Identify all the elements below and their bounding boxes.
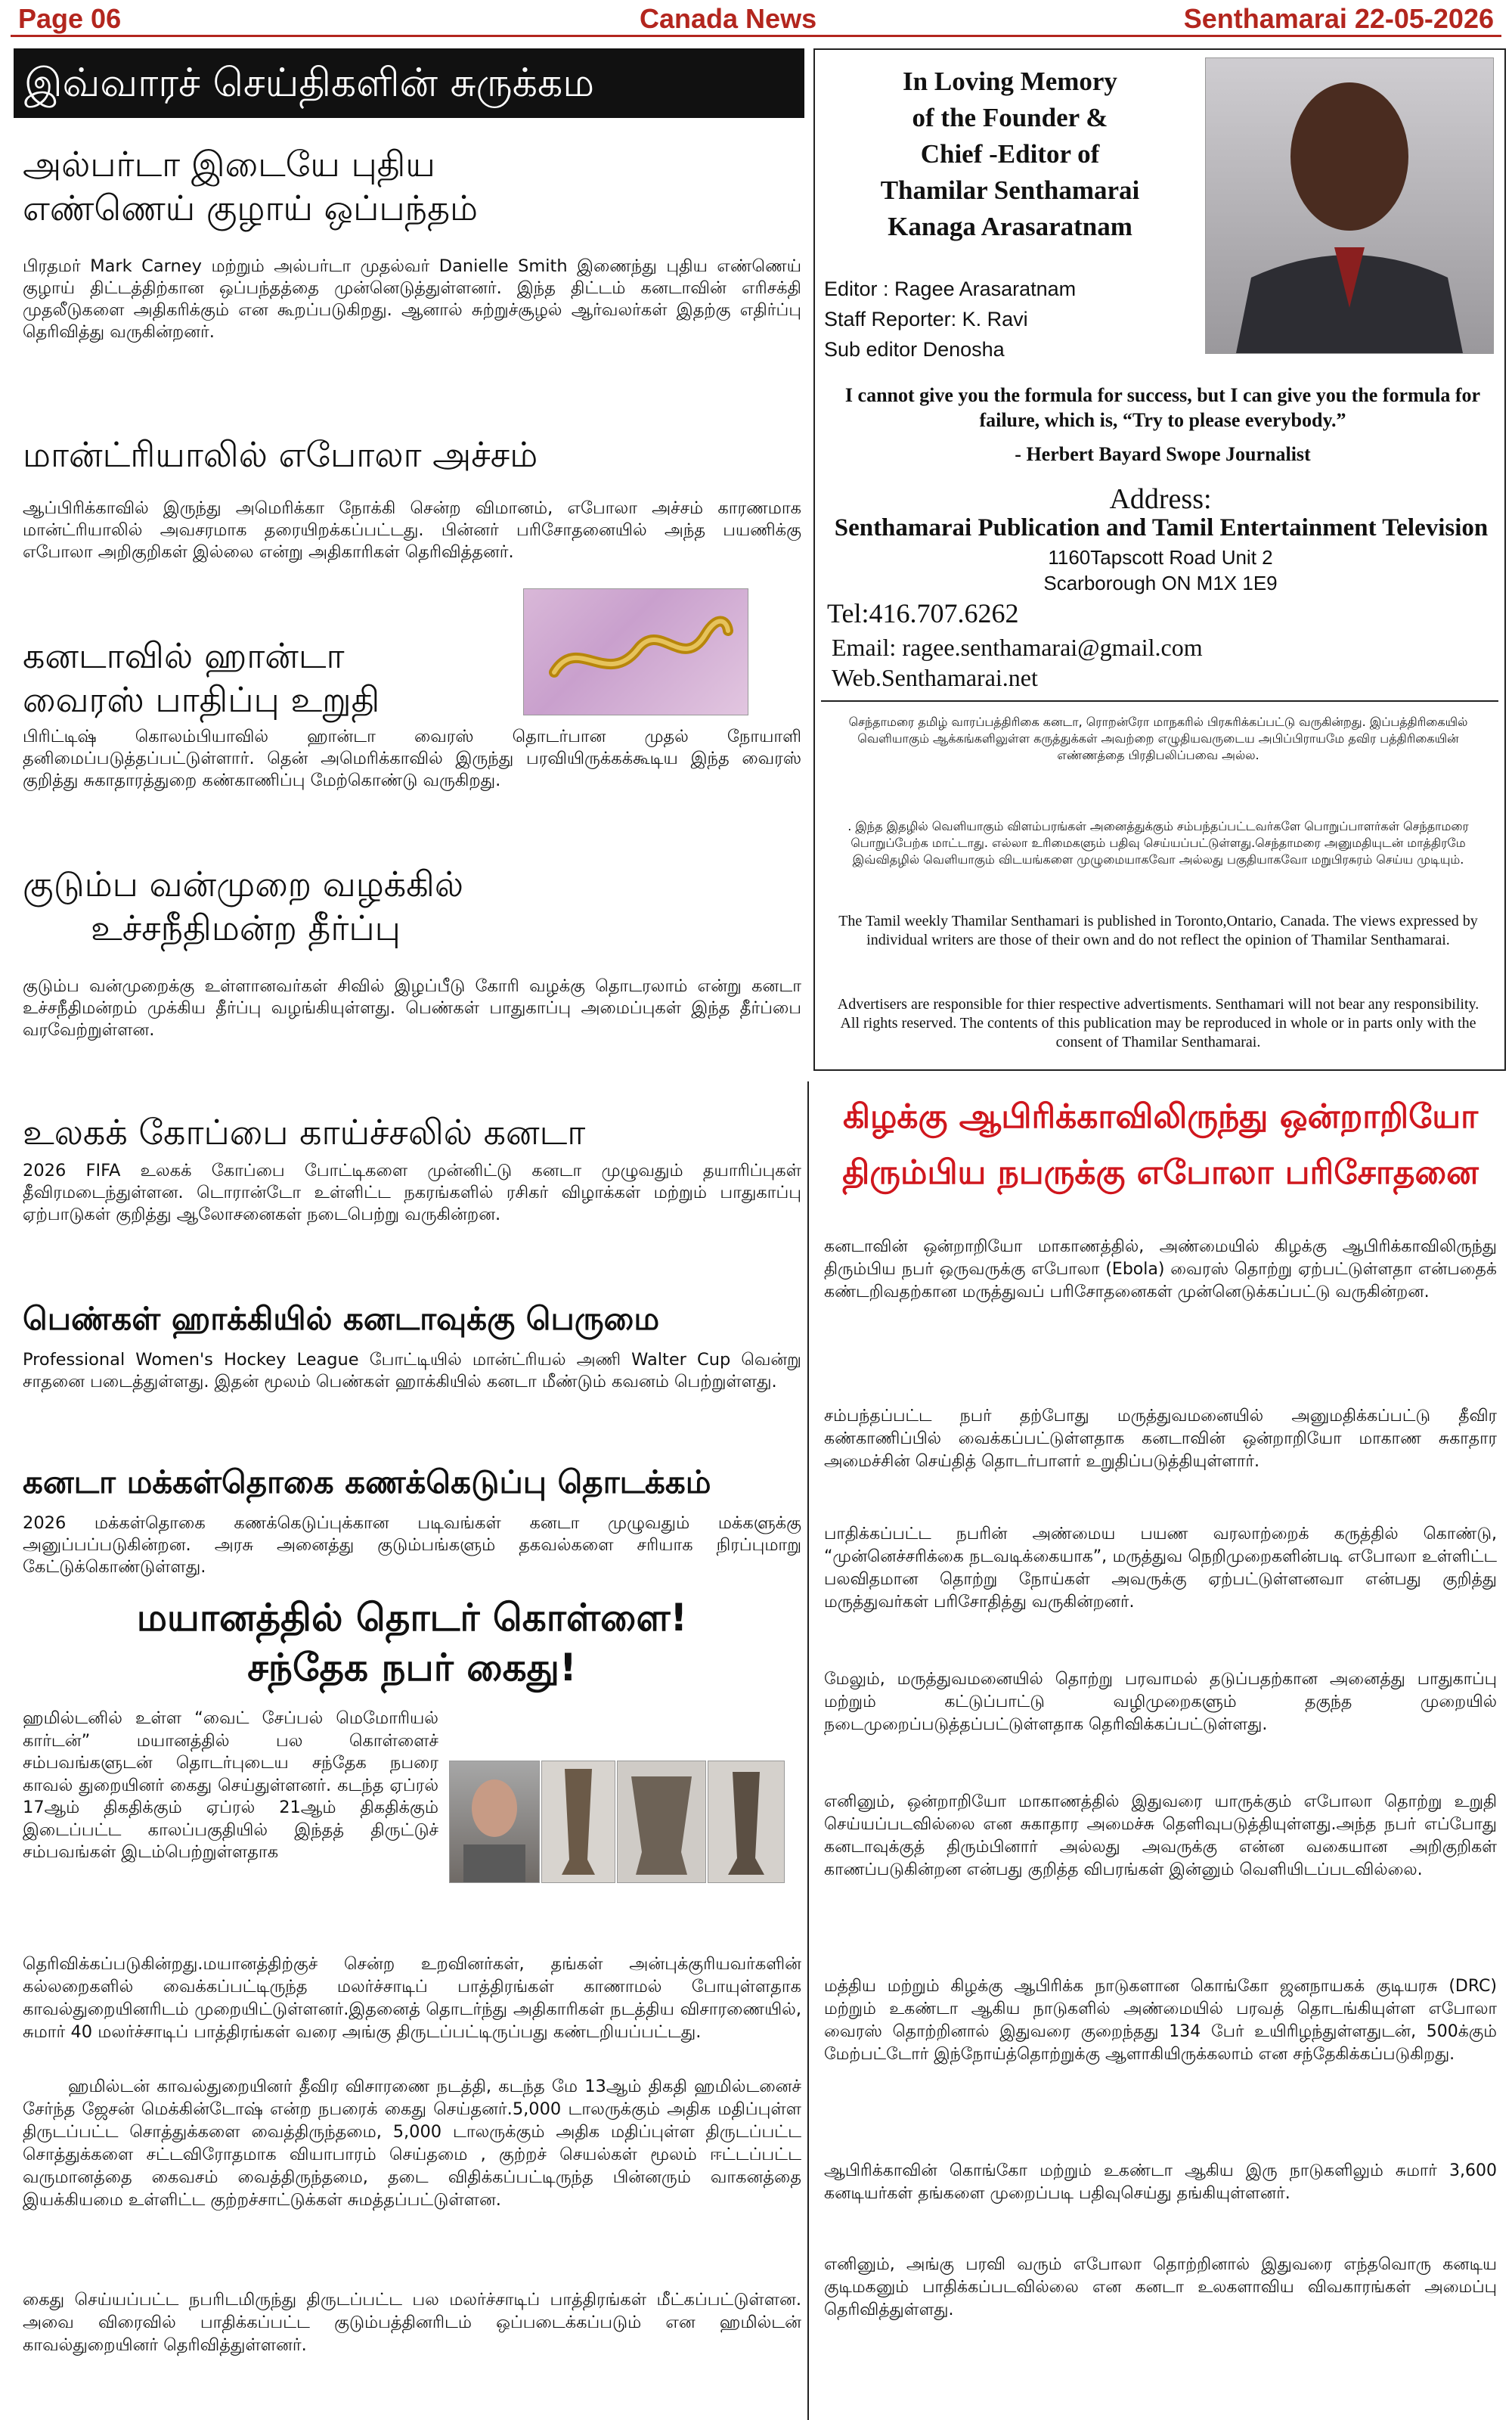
article-title: அல்பர்டா இடையே புதிய [23, 144, 435, 185]
staff-list [824, 274, 1202, 365]
ebola-para-4: மேலும், மருத்துவமனையில் தொற்று பரவாமல் தடுப்பதற்கான அனைத்து பாதுகாப்பு மற்றும் கட்டுப்பாட்டு வழிமுறைகளும் தகுந்த முறையில் நடைமுறைப்படுத்தப்பட்டுள்ளதாக தெரிவிக்கப்பட்டுள்ளது. [824, 1670, 1497, 1734]
article-title: மயானத்தில் தொடர் கொள்ளை! [136, 1596, 688, 1640]
ebola-para-2: சம்பந்தப்பட்ட நபர் தற்போது மருத்துவமனையில் அனுமதிக்கப்பட்டு தீவிர கண்காணிப்பில் வைக்கப்பட்டுள்ளதாக கனடாவின் ஒன்றாறியோ மாகாண சுகாதார அமைச்சின் செய்தித் தொடர்பாளர் உறுதிப்படுத்தியுள்ளார். [824, 1407, 1497, 1471]
ebola-para-1: கனடாவின் ஒன்றாறியோ மாகாணத்தில், அண்மையில் கிழக்கு ஆபிரிக்காவிலிருந்து திரும்பிய நபர் ஒருவருக்கு எபோலா (Ebola) வைரஸ் தொற்று ஏற்பட்டுள்ளதா என்பதைக் கண்டறிவதற்கான மருத்துவப் பரிசோதனைகள் முன்னெடுக்கப்பட்டு வருகின்றன. [824, 1237, 1497, 1302]
memory-line: Thamilar Senthamarai [880, 175, 1140, 205]
vase-icon [542, 1761, 615, 1882]
article-title: கனடாவில் ஹான்டா [23, 635, 345, 676]
person-icon [450, 1761, 539, 1882]
ebola-ontario-title [816, 1089, 1504, 1201]
ebola-para-3: பாதிக்கப்பட்ட நபரின் அண்மைய பயண வரலாற்றைக் கருத்தில் கொண்டு, “முன்னெச்சரிக்கை நடவடிக்கையாக”, மருத்துவ நெறிமுறைகளின்படி எபோலா உள்ளிட்ட பலவிதமான தொற்று நோய்கள் அவருக்கு ஏற்பட்டுள்ளனவா என்பது குறித்து மருத்துவர்கள் பரிசோதித்து வருகின்றனர். [824, 1525, 1497, 1612]
article-body: ஹமில்டன் காவல்துறையினர் தீவிர விசாரணை நடத்தி, கடந்த மே 13ஆம் திகதி ஹமில்டனைச் சேர்ந்த ஜேசன் மெக்கின்டோஷ் என்ற நபரைக் கைது செய்தனர்.5,000 டாலருக்கும் அதிக மதிப்புள்ள திருடப்பட்ட சொத்துக்களை வைத்திருந்தமை, 5,000 டாலருக்கும் அதிக மதிப்புள்ள திருடப்பட்ட சொத்துக்களை சட்டவிரோதமாக வியாபாரம் செய்தமை , குற்றச் செயல்கள் மூலம் ஈட்டப்பட்ட வருமானத்தை கைவசம் வைத்திருந்தமை, தடை விதிக்கப்பட்டிருந்த பின்னரும் வாகனத்தை இயக்கியமை உள்ளிட்ட குற்றச்சாட்டுக்கள் சுமத்தப்பட்டுள்ளன. [23, 2077, 801, 2210]
article-title: வைரஸ் பாதிப்பு உறுதி [23, 679, 380, 720]
vase-photo-2 [617, 1761, 706, 1883]
email: Email: ragee.senthamarai@gmail.com [832, 634, 1203, 661]
article-hanta [23, 634, 507, 721]
memory-text [821, 64, 1199, 245]
editor-name: Editor : Ragee Arasaratnam [824, 278, 1077, 300]
article-body: பிரதமர் Mark Carney மற்றும் அல்பர்டா முதல்வர் Danielle Smith இணைந்து புதிய எண்ணெய் குழாய் திட்டத்திற்கான ஒப்பந்தத்தை முன்னெடுத்துள்ளனர். இந்த திட்டம் கனடாவின் எரிசக்தி முதலீடுகளை அதிகரிக்கும் என கூறப்படுகிறது. ஆனால் சுற்றுச்சூழல் ஆர்வலர்கள் இதற்கு எதிர்ப்பு தெரிவித்து வருகின்றனர். [23, 256, 801, 342]
article-alberta [23, 142, 801, 230]
article-body: ஆப்பிரிக்காவில் இருந்து அமெரிக்கா நோக்கி சென்ற விமானம், எபோலா அச்சம் காரணமாக மான்ட்ரியாலில் அவசரமாக தரையிறக்கப்பட்டது. பின்னர் பரிசோதனையில் அந்த பயணிக்கு எபோலா அறிகுறிகள் இல்லை என்று அதிகாரிகள் தெரிவித்தனர். [23, 498, 801, 562]
infobox-rule [821, 700, 1498, 702]
article-title: மான்ட்ரியாலில் எபோலா அச்சம் [23, 434, 538, 475]
article-domestic [23, 862, 801, 950]
article-body: கைது செய்யப்பட்ட நபரிடமிருந்து திருடப்பட்ட பல மலர்ச்சாடிப் பாத்திரங்கள் மீட்கப்பட்டுள்ளன. அவை விரைவில் பாதிக்கப்பட்ட குடும்பத்தினரிடம் ஒப்படைக்கப்படும் என ஹமில்டன் காவல்துறையினர் தெரிவித்துள்ளனர். [23, 2290, 801, 2355]
street-address: 1160Tapscott Road Unit 2 [1048, 546, 1273, 569]
article-body: தெரிவிக்கப்படுகின்றது.மயானத்திற்குச் சென்ற உறவினர்கள், தங்கள் அன்புக்குரியவர்களின் கல்லறைகளில் வைக்கப்பட்டிருந்த மலர்ச்சாடிப் பாத்திரங்கள் காணாமல் போயுள்ளதாக காவல்துறையினரிடம் முறையிட்டுள்ளனர்.இதனைத் தொடர்ந்து அதிகாரிகள் நடத்திய விசாரணையில், சுமார் 40 மலர்ச்சாடிப் பாத்திரங்கள் வரை அங்கு திருடப்பட்டிருப்பது கண்டறியப்பட்டது. [23, 1954, 801, 2042]
article-body: 2026 FIFA உலகக் கோப்பை போட்டிகளை முன்னிட்டு கனடா முழுவதும் தயாரிப்புகள் தீவிரமடைந்துள்ளன. டொரான்டோ உள்ளிட்ட நகரங்களில் ரசிகர் விழாக்கள் மற்றும் பாதுகாப்பு ஏற்பாடுகள் குறித்து ஆலோசனைகள் நடைபெற்று வருகின்றன. [23, 1161, 801, 1224]
article-title: உச்சநீதிமன்ற தீர்ப்பு [91, 908, 401, 948]
page-number: Page 06 [18, 3, 122, 34]
memory-line: In Loving Memory [903, 67, 1117, 96]
quote-author: - Herbert Bayard Swope Journalist [1015, 443, 1311, 465]
virus-icon [524, 589, 748, 715]
article-cemetery-title [23, 1593, 801, 1692]
english-disclaimer-1: The Tamil weekly Thamilar Senthamari is published in Toronto,Ontario, Canada. The views expressed by individual writers are those of their own and do not reflect the opinion of Thamilar Senthamarai. [838, 913, 1478, 948]
article-body: பிரிட்டிஷ் கொலம்பியாவில் ஹான்டா வைரஸ் தொடர்பான முதல் நோயாளி தனிமைப்படுத்தப்பட்டுள்ளார். தென் அமெரிக்காவில் இருந்து பரவியிருக்கக்கூடிய இந்த வைரஸ் குறித்து சுகாதாரத்துறை கண்காணிப்பு மேற்கொண்டு வருகிறது. [23, 727, 801, 790]
section-title: Canada News [640, 3, 817, 34]
ebola-para-6: மத்திய மற்றும் கிழக்கு ஆபிரிக்க நாடுகளான கொங்கோ ஜனநாயகக் குடியரசு (DRC) மற்றும் உகண்டா ஆகிய நாடுகளில் அண்மையில் பரவத் தொடங்கியுள்ள எபோலா வைரஸ் தொற்றினால் இதுவரை குறைந்தது 134 பேர் உயிரிழந்துள்ளதுடன், 500க்கும் மேற்பட்டோர் இந்நோய்த்தொற்றுக்கு ஆளாகியிருக்கலாம் என சந்தேகிக்கப்படுகிறது. [824, 1977, 1497, 2064]
article-body: 2026 மக்கள்தொகை கணக்கெடுப்புக்கான படிவங்கள் கனடா முழுவதும் மக்களுக்கு அனுப்பப்படுகின்றன. அரசு அனைத்து குடும்பங்களும் தகவல்களை சரியாக நிரப்புமாறு கேட்டுக்கொண்டுள்ளது. [23, 1513, 801, 1577]
vase-icon [618, 1761, 705, 1882]
tamil-disclaimer-1: செந்தாமரை தமிழ் வாரப்பத்திரிகை கனடா, ரொறன்ரோ மாநகரில் பிரசுரிக்கப்பட்டு வருகின்றது. இப்பத்திரிகையில் வெளியாகும் ஆக்கங்களிலுள்ள கருத்துக்கள் அவற்றை எழுதியவருடைய அபிப்பிராயமே தவிர பத்திரிகையின் எண்ணத்தை பிரதிபலிப்பவை அல்ல. [848, 715, 1468, 762]
article-title: குடும்ப வன்முறை வழக்கில் [23, 864, 464, 904]
summary-banner: இவ்வாரச் செய்திகளின் சுருக்கம [14, 48, 804, 118]
article-title: கனடா மக்கள்தொகை கணக்கெடுப்பு தொடக்கம் [23, 1463, 711, 1500]
founder-photo [1205, 57, 1494, 354]
ebola-para-8: எனினும், அங்கு பரவி வரும் எபோலா தொற்றினால் இதுவரை எந்தவொரு கனடிய குடிமகனும் பாதிக்கப்படவில்லை என கனடா உலகளாவிய விவகாரங்கள் அமைப்பு தெரிவித்துள்ளது. [824, 2255, 1497, 2319]
phone: Tel:416.707.6262 [827, 598, 1019, 628]
article-title: எண்ணெய் குழாய் ஒப்பந்தம் [23, 188, 479, 228]
person-icon [1206, 58, 1493, 353]
virus-image [523, 588, 748, 715]
ebola-para-5: எனினும், ஒன்றாறியோ மாகாணத்தில் இதுவரை யாருக்கும் எபோலா தொற்று உறுதி செய்யப்படவில்லை என சுகாதார அமைச்சு தெளிவுபடுத்தியுள்ளது.அந்த நபர் எப்போது கனடாவுக்குத் திரும்பினார் அல்லது அவருக்கு என்ன வகையான அறிகுறிகள் காணப்படுகின்றன என்பது குறித்த விபரங்கள் இன்னும் வெளியிடப்படவில்லை. [824, 1792, 1497, 1879]
vase-photo-3 [708, 1761, 785, 1883]
memory-line: Chief -Editor of [920, 139, 1100, 169]
article-body: ஹமில்டனில் உள்ள “வைட் சேப்பல் மெமோரியல் கார்டன்” மயானத்தில் பல கொள்ளைச் சம்பவங்களுடன் தொடர்புடைய சந்தேக நபரை காவல் துறையினர் கைது செய்துள்ளனர். கடந்த ஏப்ரல் 17ஆம் திகதிக்கும் ஏப்ரல் 21ஆம் திகதிக்கும் இடைப்பட்ட காலப்பகுதியில் இந்தத் திருட்டுச் சம்பவங்கள் இடம்பெற்றுள்ளதாக [23, 1708, 438, 1862]
column-divider [807, 1081, 809, 2420]
english-disclaimer-2: Advertisers are responsible for thier respective advertisments. Senthamari will not bear any responsibility. All rights reserved. The contents of this publication may be reproduced in whole or in parts only with the consent of Thamilar Senthamarai. [837, 996, 1479, 1050]
memory-line: Kanaga Arasaratnam [888, 212, 1132, 241]
quote-text: I cannot give you the formula for success, but I can give you the formula for failure, which is, “Try to please everybody.” [844, 384, 1481, 431]
city-address: Scarborough ON M1X 1E9 [1043, 572, 1278, 594]
article-title: கிழக்கு ஆபிரிக்காவிலிருந்து ஒன்றாறியோ [842, 1097, 1479, 1136]
org-name: Senthamarai Publication and Tamil Entertainment Television [834, 514, 1489, 541]
vase-icon [708, 1761, 784, 1882]
address-label: Address: [1109, 483, 1212, 515]
article-title: உலகக் கோப்பை காய்ச்சலில் கனடா [23, 1112, 586, 1153]
vase-photo-1 [541, 1761, 615, 1883]
website: Web.Senthamarai.net [832, 664, 1038, 691]
ebola-para-7: ஆபிரிக்காவின் கொங்கோ மற்றும் உகண்டா ஆகிய இரு நாடுகளிலும் சுமார் 3,600 கனடியர்கள் தங்களை முறைப்படி பதிவுசெய்து தங்கியுள்ளனர். [824, 2161, 1497, 2203]
subeditor-name: Sub editor Denosha [824, 338, 1005, 361]
suspect-photo [449, 1761, 540, 1883]
article-title: பெண்கள் ஹாக்கியில் கனடாவுக்கு பெருமை [23, 1300, 660, 1337]
memory-line: of the Founder & [912, 103, 1108, 132]
article-body: Professional Women's Hockey League போட்டியில் மான்ட்ரியல் அணி Walter Cup வென்று சாதனை படைத்துள்ளது. இதன் மூலம் பெண்கள் ஹாக்கியில் கனடா மீண்டும் கவனம் பெற்றுள்ளது. [23, 1350, 801, 1392]
issue-date: Senthamarai 22-05-2026 [1183, 3, 1494, 34]
article-title: திரும்பிய நபருக்கு எபோலா பரிசோதனை [842, 1153, 1479, 1192]
reporter-name: Staff Reporter: K. Ravi [824, 308, 1028, 330]
header-rule [11, 35, 1501, 37]
article-body: குடும்ப வன்முறைக்கு உள்ளானவர்கள் சிவில் இழப்பீடு கோரி வழக்கு தொடரலாம் என்று கனடா உச்சநீதிமன்றம் முக்கிய தீர்ப்பு வழங்கியுள்ளது. பெண்கள் பாதுகாப்பு அமைப்புகள் இந்த தீர்ப்பை வரவேற்றுள்ளன. [23, 976, 801, 1040]
article-title: சந்தேக நபர் கைது! [247, 1646, 577, 1689]
tamil-disclaimer-2: . இந்த இதழில் வெளியாகும் விளம்பரங்கள் அனைத்துக்கும் சம்பந்தப்பட்டவர்களே பொறுப்பாளர்கள் செந்தாமரை பொறுப்பேற்க மாட்டாது. எல்லா உரிமைகளும் பதிவு செய்யப்பட்டுள்ளது.செந்தாமரை அனுமதியுடன் மாத்திரமே இவ்விதழில் வெளியாகும் விடயங்களை முழுமையாகவோ அல்லது பகுதியாகவோ மறுபிரசுரம் செய்ய முடியும். [847, 819, 1469, 867]
